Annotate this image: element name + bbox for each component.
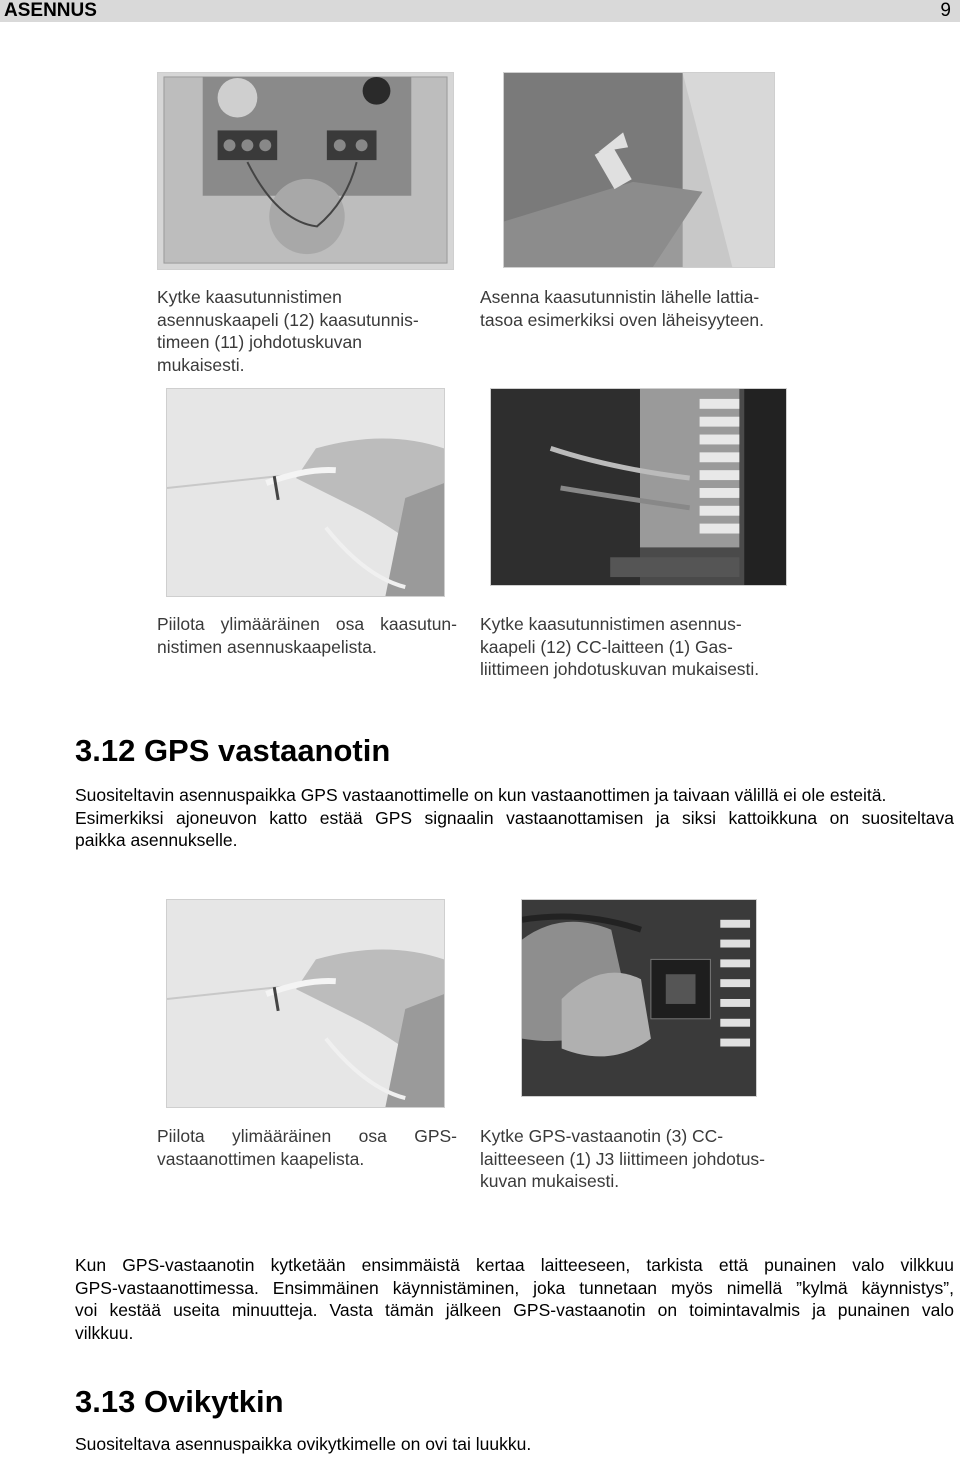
photo-detector-near-door bbox=[503, 72, 775, 268]
gps-placement-paragraph: Suositeltavin asennuspaikka GPS vastaanottimelle on kun vastaanottimen ja taivaan välillä ei ole esteitä. Esimerkiksi ajoneuvon katto estää GPS signaalin vastaanottamisen ja siksi kattoikkuna on suositeltava paikka asennukselle. bbox=[75, 785, 954, 850]
header-title: ASENNUS bbox=[4, 0, 97, 21]
photo-gas-detector-board bbox=[157, 72, 454, 270]
caption-hide-gps-cable: Piilota ylimääräinen osa GPS- vastaanottimen kaapelista. bbox=[157, 1126, 457, 1169]
photo-cc-gas-connector bbox=[490, 388, 787, 586]
page-header bbox=[0, 0, 960, 22]
caption-hide-detector-cable: Piilota ylimääräinen osa kaasutun- nistimen asennuskaapelista. bbox=[157, 614, 457, 657]
caption-connect-detector-cable: Kytke kaasutunnistimen asennuskaapeli (12) kaasutunnis- timeen (11) johdotuskuvan mukaisesti. bbox=[157, 287, 419, 375]
door-switch-paragraph: Suositeltava asennuspaikka ovikytkimelle on ovi tai luukku. bbox=[75, 1434, 532, 1454]
page-number: 9 bbox=[940, 0, 951, 21]
section-heading-gps: 3.12 GPS vastaanotin bbox=[75, 733, 391, 768]
caption-install-near-floor: Asenna kaasutunnistin lähelle lattia- tasoa esimerkiksi oven läheisyyteen. bbox=[480, 287, 765, 330]
photo-hiding-cable-2 bbox=[166, 899, 445, 1108]
photo-hiding-cable-1 bbox=[166, 388, 445, 597]
caption-connect-gps-j3: Kytke GPS-vastaanotin (3) CC- laitteeseen (1) J3 liittimeen johdotus- kuvan mukaisesti. bbox=[480, 1126, 766, 1191]
caption-connect-cc-gas: Kytke kaasutunnistimen asennus- kaapeli (12) CC-laitteen (1) Gas- liittimeen johdotuskuvan mukaisesti. bbox=[480, 614, 760, 679]
photo-gps-j3-connector bbox=[521, 899, 757, 1097]
gps-first-start-paragraph: Kun GPS-vastaanotin kytketään ensimmäistä kertaa laitteeseen, tarkista että punainen valo vilkkuu GPS-vastaanottimessa. Ensimmäinen käynnistäminen, joka tunnetaan myös nimellä ”kylmä käynnistys”, voi kestää useita minuutteja. Vasta tämän jälkeen GPS-vastaanotin on toimintavalmis ja punainen valo vilkkuu. bbox=[75, 1255, 954, 1343]
section-heading-door-switch: 3.13 Ovikytkin bbox=[75, 1384, 284, 1419]
